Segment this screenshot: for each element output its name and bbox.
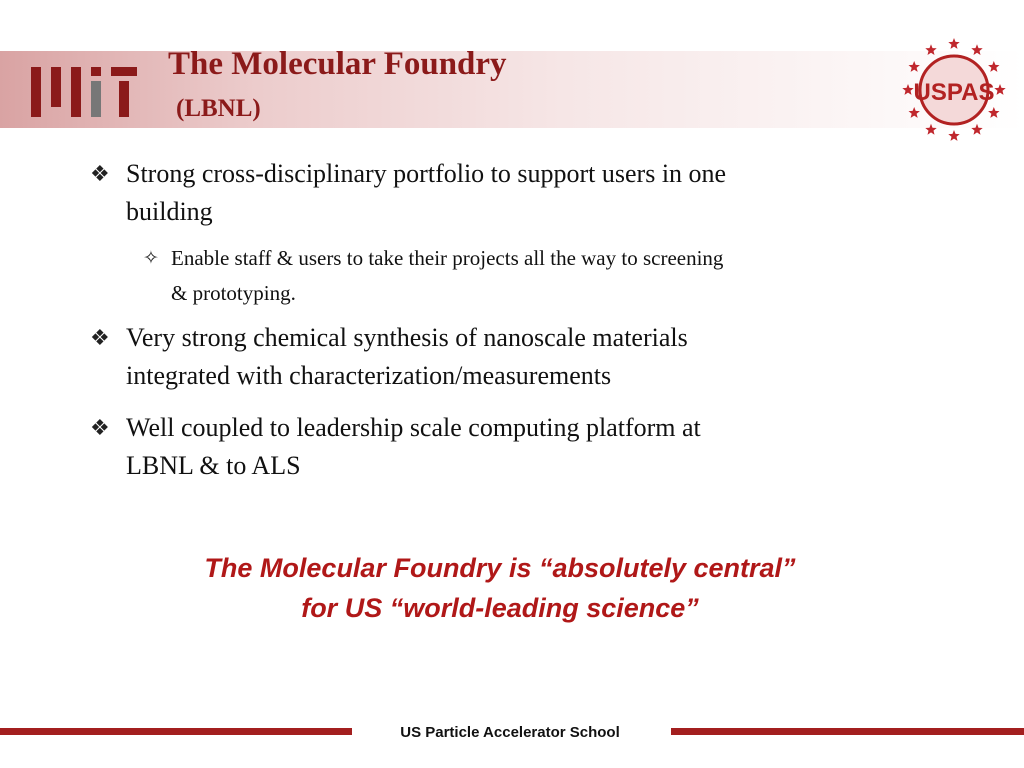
bullet-3-line-2: LBNL & to ALS [126,451,301,480]
header-band [0,51,1024,128]
bullet-3 [90,409,946,485]
star-icon [971,44,982,55]
star-icon [988,107,999,118]
footer-text: US Particle Accelerator School [400,724,620,741]
footer-divider-right [671,728,1024,735]
slide-title: The Molecular Foundry [168,46,507,82]
diamond-bullet-icon: ❖ [90,161,110,186]
bullet-2-line-1: Very strong chemical synthesis of nanoscale materials [126,323,688,352]
diamond-bullet-icon: ❖ [90,325,110,350]
footer-divider-left [0,728,352,735]
bullet-2 [90,319,946,395]
quote-line-1: The Molecular Foundry is “absolutely central” [204,553,796,583]
mit-logo [31,63,141,119]
sub-bullet-1-line-1: Enable staff & users to take their projects all the way to screening [171,246,724,270]
star-icon [971,124,982,135]
star-icon [948,130,959,141]
star-icon [925,124,936,135]
bullet-1-line-1: Strong cross-disciplinary portfolio to support users in one [126,159,727,188]
star-icon [909,107,920,118]
bullet-1-line-2: building [126,197,213,226]
star-icon [948,38,959,49]
highlight-quote [0,548,1000,628]
bullet-3-line-1: Well coupled to leadership scale computing platform at [126,413,701,442]
sub-bullet-1 [143,241,951,311]
quote-line-2: for US “world-leading science” [301,593,699,623]
uspas-logo [900,36,1008,144]
star-icon [909,61,920,72]
star-icon [902,84,913,95]
uspas-logo-text: USPAS [913,79,995,106]
slide-subtitle: (LBNL) [176,95,261,122]
sub-bullet-1-line-2: & prototyping. [171,281,296,305]
bullet-2-line-2: integrated with characterization/measurements [126,361,612,390]
star-icon [988,61,999,72]
star-bullet-icon: ✧ [143,248,159,269]
star-icon [994,84,1005,95]
bullet-1 [90,155,946,231]
diamond-bullet-icon: ❖ [90,415,110,440]
star-icon [925,44,936,55]
